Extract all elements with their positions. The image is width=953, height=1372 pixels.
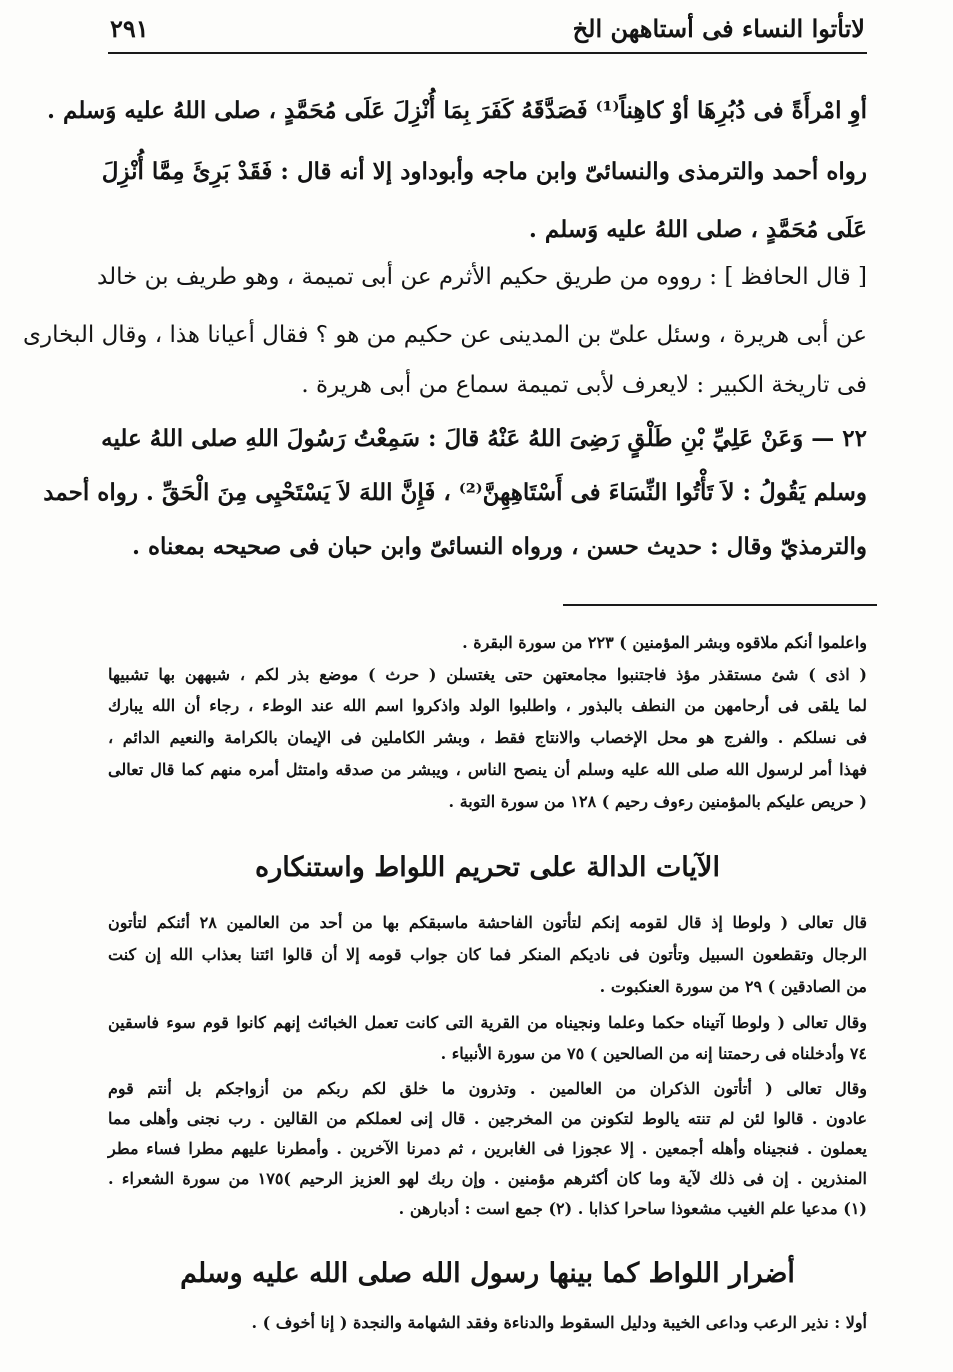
text-line: أوِ امْرأَةً فى دُبُرِهَا أوْ كاهِناً⁽¹⁾ فَصَدَّقَهُ كَفَرَ بِمَا أُنْزِلَ عَلَى مُحَمَّدٍ ، صلى اللهُ عليه وَسلم . <box>47 97 867 124</box>
commentary-line: ( اذى ) شئ مستقذر مؤذ فاجتنبوا مجامعتهن حتى يغتسلن ( حرث ) موضع بذر لكم ، شبههن بها تشبيها <box>108 665 867 684</box>
commentary-line: واعلموا أنكم ملاقوه وبشر المؤمنين ) ٢٢٣ من سورة البقرة . <box>462 633 867 652</box>
text-line: عَلَى مُحَمَّدٍ ، صلى اللهُ عليه وَسلم . <box>528 216 867 243</box>
commentary-line: فهذا أمر لرسول الله صلى الله عليه وسلم أن ينصح الناس ، ويبشر من صدقه وامتثل أمره منهم كما قال تعالى <box>108 760 867 779</box>
page-number: ٢٩١ <box>110 14 149 43</box>
verse-line: وقال تعالى ( ولوطا آتيناه حكما وعلما ونجيناه من القرية التى كانت تعمل الخبائث إنهم كانوا قوم سوء فاسقين <box>108 1013 867 1032</box>
footnotes-line: (١) مدعيا علم الغيب مشعوذا ساحرا كذابا . (٢) جمع است : أدبارهن . <box>398 1199 867 1218</box>
commentary-line: لما يلقى فى أرحامهن من النطف بالبذور ، واطلبوا الولد واذكروا اسم الله عند الوطء ، رجاء أن الله يبارك <box>108 696 867 715</box>
subheading: أضرار اللواط كما بينها رسول الله صلى الله عليه وسلم <box>180 1258 795 1289</box>
hadith-line: والترمذيّ وقال : حديث حسن ، ورواه النسائىّ وابن حبان فى صحيحه بمعناه . <box>131 533 867 560</box>
verse-line: وقال تعالى ( أتأتون الذكران من العالمين . وتذرون ما خلق لكم ربكم من أزواجكم بل أنتم قوم <box>108 1079 867 1098</box>
verse-line: ٧٤ وأدخلناه فى رحمتنا إنه من الصالحين ) ٧٥ من سورة الأنبياء . <box>440 1044 867 1063</box>
hadith-line: ٢٢ — وَعَنْ عَلِيِّ بْنِ طَلْقٍ رَضِىَ اللهُ عَنْهُ قالَ : سَمِعْتُ رَسُولَ اللهِ صلى اللهُ عليه <box>101 425 867 452</box>
section-heading: الآيات الدالة على تحريم اللواط واستنكاره <box>255 852 720 883</box>
verse-line: من الصادقين ) ٢٩ من سورة العنكبوت . <box>599 977 867 996</box>
verse-line: الرجال وتقطعون السبيل وتأتون فى ناديكم المنكر فما كان جواب قومه إلا أن قالوا ائتنا بعذاب الله إن كنت <box>108 945 867 964</box>
verse-line: يعملون . فنجيناه وأهله أجمعين . إلا عجوزا فى الغابرين ، ثم دمرنا الآخرين . وأمطرنا عليهم مطرا فساء مطر <box>108 1139 867 1158</box>
text-line: رواه أحمد والترمذى والنسائىّ وابن ماجه وأبوداود إلا أنه قال : فَقَدْ بَرِئَ مِمَّا أُنْزِلَ <box>101 158 867 185</box>
verse-line: قال تعالى ( ولوطا إذ قال لقومه إنكم لتأتون الفاحشة ماسبقكم بها من أحد من العالمين ٢٨ أئنكم لتأتون <box>108 913 867 932</box>
running-title: لاتأتوا النساء فى أستاههن الخ <box>572 14 865 43</box>
header-rule <box>108 52 867 54</box>
commentary-line: ( حريص عليكم بالمؤمنين رءوف رحيم ) ١٢٨ من سورة التوبة . <box>448 792 867 811</box>
text-line: عن أبى هريرة ، وسئل علىّ بن المدينى عن حكيم من هو ؟ فقال أعيانا هذا ، وقال البخارى <box>22 322 867 348</box>
commentary-line: فى نسلكم . والفرج هو محل الإخصاب والانتاج فقط ، وبشر الكاملين فى الإيمان بالكرامة والنعيم الدائم ، <box>108 728 867 747</box>
verse-line: عادون . قالوا لئن لم تنته يالوط لتكونن من المخرجين . قال إنى لعملكم من القالين . رب نجنى وأهلى مما <box>108 1109 867 1128</box>
text-line: فى تاريخة الكبير : لايعرف لأبى تميمة سماع من أبى هريرة . <box>301 372 867 398</box>
list-item: أولا : نذير الرعب وداعى الخيبة ودليل السقوط والدناءة وفقد الشهامة والنجدة ( إنا أخوف ) . <box>251 1313 867 1332</box>
running-header <box>110 12 865 48</box>
hadith-line: وسلم يَقُولُ : لاَ تَأْتُوا النِّسَاءَ فى أَسْتَاهِهِنَّ⁽²⁾ ، فَإِنَّ اللهَ لاَ يَسْتَحْيِى مِنَ الْحَقِّ . رواه أحمد <box>43 479 867 506</box>
verse-line: المنذرين . إن فى ذلك لآية وما كان أكثرهم مؤمنين . وإن ربك لهو العزيز الرحيم )١٧٥ من سورة الشعراء . <box>108 1169 867 1188</box>
text-line: [ قال الحافظ ] : رووه من طريق حكيم الأثرم عن أبى تميمة ، وهو طريف بن خالد <box>97 264 867 290</box>
footnote-rule <box>563 604 877 606</box>
